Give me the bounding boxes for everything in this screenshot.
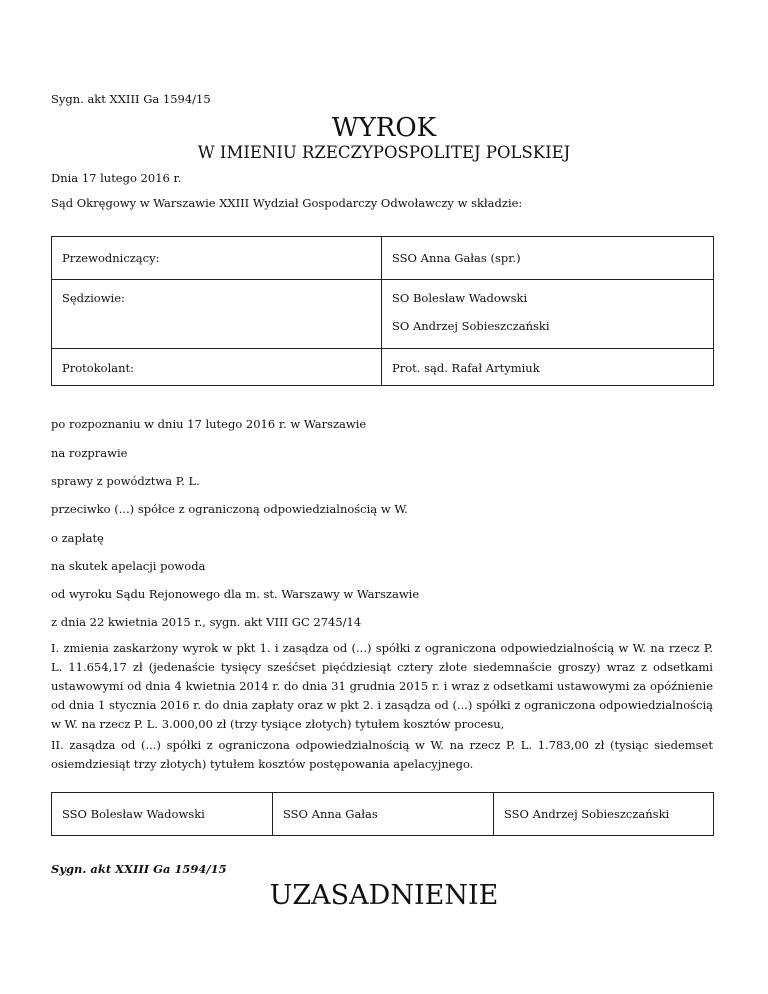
case-reference: Sygn. akt XXIII Ga 1594/15 — [51, 92, 211, 106]
signatures-table-divider — [493, 792, 494, 836]
footer-case-reference: Sygn. akt XXIII Ga 1594/15 — [51, 862, 227, 876]
judge-2: SO Andrzej Sobieszczański — [392, 319, 550, 333]
signature-1: SSO Bolesław Wadowski — [62, 807, 205, 821]
judges-label: Sędziowie: — [62, 291, 125, 305]
court-composition: Sąd Okręgowy w Warszawie XXIII Wydział Gospodarczy Odwoławczy w składzie: — [51, 196, 523, 210]
panel-table-row-divider — [51, 348, 714, 349]
clerk-label: Protokolant: — [62, 361, 135, 375]
body-line: po rozpoznaniu w dniu 17 lutego 2016 r. w Warszawie — [51, 417, 367, 431]
document-title: WYROK — [331, 113, 437, 143]
signature-3: SSO Andrzej Sobieszczański — [504, 807, 670, 821]
body-line: o zapłatę — [51, 531, 104, 545]
judge-1: SO Bolesław Wadowski — [392, 291, 528, 305]
justification-heading: UZASADNIENIE — [269, 880, 499, 911]
judgment-date: Dnia 17 lutego 2016 r. — [51, 171, 182, 185]
panel-table-divider — [381, 236, 382, 386]
ruling-point-2: II. zasądza od (...) spółki z ograniczona odpowiedzialnością w W. na rzecz P. L. 1.783,00 zł (tysiąc siedemset osiemdziesiąt trzy złotych) tytułem kosztów postępowania apelacyjnego. — [51, 738, 713, 771]
signatures-table-divider — [272, 792, 273, 836]
body-line: przeciwko (...) spółce z ograniczoną odpowiedzialnością w W. — [51, 502, 408, 516]
body-line: sprawy z powództwa P. L. — [51, 474, 200, 488]
panel-table-row-divider — [51, 279, 714, 280]
chair-label: Przewodniczący: — [62, 251, 160, 265]
document-subtitle: W IMIENIU RZECZYPOSPOLITEJ POLSKIEJ — [197, 143, 571, 162]
body-line: z dnia 22 kwietnia 2015 r., sygn. akt VIII GC 2745/14 — [51, 615, 362, 629]
ruling-point-1: I. zmienia zaskarżony wyrok w pkt 1. i zasądza od (...) spółki z ograniczona odpowiedzialnością w W. na rzecz P. L. 11.654,17 zł (jedenaście tysięcy sześćset pięćdziesiąt cztery złote siedemnaście groszy) wraz z odsetkami ustawowymi od dnia 4 kwietnia 2014 r. do dnia 31 grudnia 2015 r. i wraz z odsetkami ustawowymi za opóźnienie od dnia 1 stycznia 2016 r. do dnia zapłaty oraz w pkt 2. i zasądza od (...) spółki z ograniczona odpowiedzialnością w W. na rzecz P. L. 3.000,00 zł (trzy tysiące złotych) tytułem kosztów procesu, — [51, 641, 713, 731]
body-line: na skutek apelacji powoda — [51, 559, 206, 573]
clerk-value: Prot. sąd. Rafał Artymiuk — [392, 361, 540, 375]
chair-value: SSO Anna Gałas (spr.) — [392, 251, 521, 265]
body-line: na rozprawie — [51, 446, 128, 460]
body-line: od wyroku Sądu Rejonowego dla m. st. Warszawy w Warszawie — [51, 587, 420, 601]
signature-2: SSO Anna Gałas — [283, 807, 378, 821]
